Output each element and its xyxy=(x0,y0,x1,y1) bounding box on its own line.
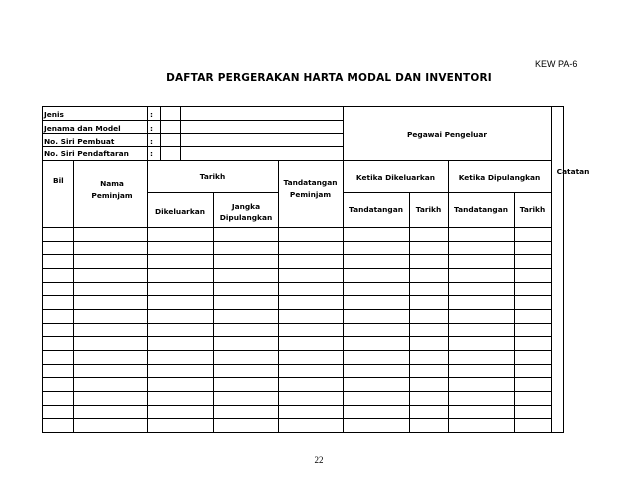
grid-line xyxy=(514,192,515,432)
grid-line xyxy=(43,160,551,161)
grid-line xyxy=(43,146,343,147)
grid-line xyxy=(43,227,551,228)
field-siri-pembuat-label: No. Siri Pembuat xyxy=(44,137,115,146)
col-tarikh-keluar: Tarikh xyxy=(415,205,442,214)
table-row-line xyxy=(43,336,551,337)
field-siri-pembuat-colon: : xyxy=(150,137,153,146)
table-row-line xyxy=(43,377,551,378)
field-siri-pendaftaran-colon: : xyxy=(150,149,153,158)
grid-line xyxy=(43,120,343,121)
table-row-line xyxy=(43,350,551,351)
form-code: KEW PA-6 xyxy=(535,59,578,69)
grid-line xyxy=(409,192,410,432)
grid-line xyxy=(343,192,551,193)
grid-line xyxy=(43,133,343,134)
grid-line xyxy=(343,107,344,227)
field-jenis-label: Jenis xyxy=(44,110,64,119)
grid-line xyxy=(213,192,214,432)
movement-register-table xyxy=(42,106,590,433)
col-tandatangan-keluar: Tandatangan xyxy=(349,205,403,214)
col-dipulangkan-line2: Dipulangkan xyxy=(219,213,273,222)
col-bil: Bil xyxy=(53,176,64,185)
table-row-line xyxy=(43,295,551,296)
col-nama-line1: Nama xyxy=(100,179,124,188)
col-tarikh-pulang: Tarikh xyxy=(519,205,546,214)
grid-line xyxy=(147,107,148,160)
col-tandatangan-pulang: Tandatangan xyxy=(454,205,508,214)
page-title: DAFTAR PERGERAKAN HARTA MODAL DAN INVENTORI xyxy=(166,72,492,84)
table-row-line xyxy=(43,405,551,406)
table-grid xyxy=(43,107,563,432)
grid-line xyxy=(551,107,552,432)
field-siri-pendaftaran-label: No. Siri Pendaftaran xyxy=(44,149,129,158)
col-jangka-line1: Jangka xyxy=(231,202,261,211)
col-ketika-dipulangkan: Ketika Dipulangkan xyxy=(458,173,541,182)
table-row-line xyxy=(43,282,551,283)
table-row-line xyxy=(43,364,551,365)
col-peminjam-line2: Peminjam xyxy=(91,191,133,200)
table-row-line xyxy=(43,418,551,419)
col-dikeluarkan: Dikeluarkan xyxy=(155,207,205,216)
col-tandatangan-line1: Tandatangan xyxy=(283,178,338,187)
grid-line xyxy=(160,107,161,160)
col-ketika-dikeluarkan: Ketika Dikeluarkan xyxy=(355,173,436,182)
grid-line xyxy=(180,107,181,160)
table-row-line xyxy=(43,309,551,310)
field-jenis-colon: : xyxy=(150,110,153,119)
col-pegawai-pengeluar: Pegawai Pengeluar xyxy=(406,130,488,139)
grid-line xyxy=(343,227,344,432)
field-jenama-label: Jenama dan Model xyxy=(44,124,121,133)
page-number: 22 xyxy=(314,455,324,465)
table-row-line xyxy=(43,241,551,242)
table-row-line xyxy=(43,268,551,269)
field-jenama-colon: : xyxy=(150,124,153,133)
col-catatan: Catatan xyxy=(556,167,590,176)
col-tarikh-group: Tarikh xyxy=(199,172,226,181)
table-row-line xyxy=(43,323,551,324)
col-peminjam-sign-line2: Peminjam xyxy=(289,190,332,199)
table-row-line xyxy=(43,254,551,255)
table-row-line xyxy=(43,391,551,392)
